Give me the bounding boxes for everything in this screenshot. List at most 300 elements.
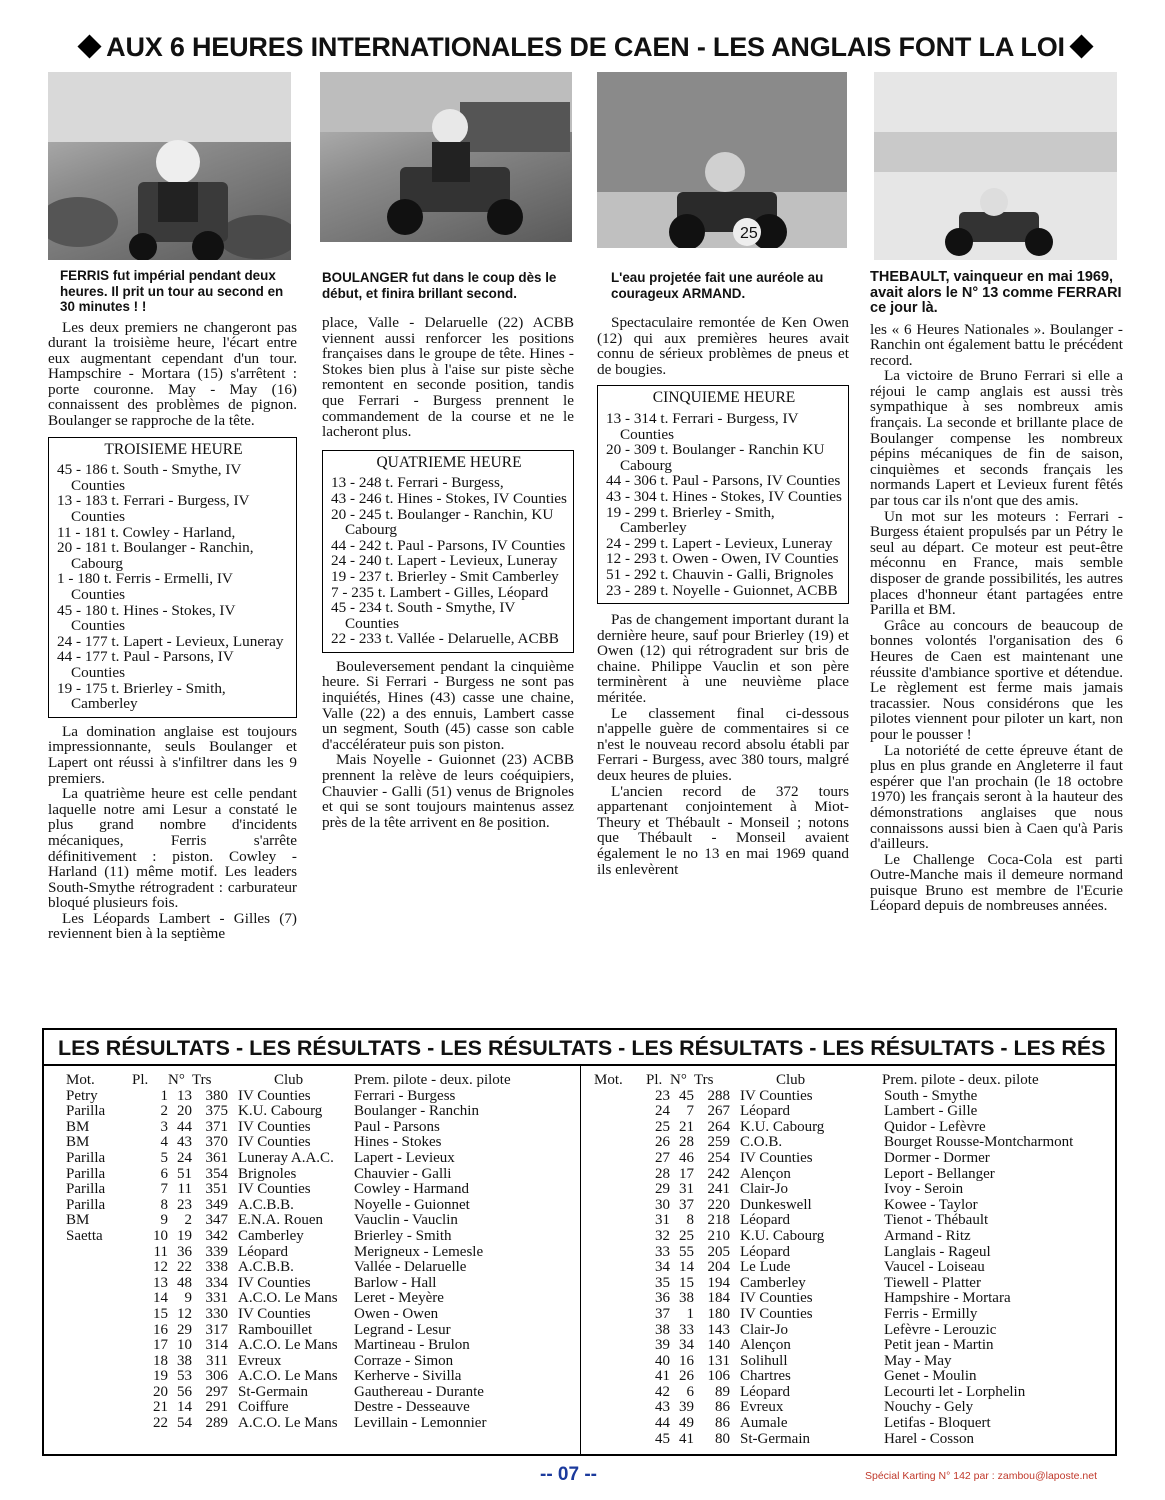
number-cell: 20 xyxy=(177,1103,192,1120)
club-cell: IV Counties xyxy=(238,1181,311,1198)
club-cell: Léopard xyxy=(238,1243,288,1260)
pilots-cell: Dormer - Dormer xyxy=(884,1149,990,1166)
place-cell: 33 xyxy=(655,1243,670,1260)
place-cell: 14 xyxy=(153,1290,168,1307)
laps-cell: 80 xyxy=(715,1430,730,1447)
laps-cell: 339 xyxy=(205,1243,228,1260)
pilots-cell: South - Smythe xyxy=(884,1087,978,1104)
motor-cell: Parilla xyxy=(66,1149,106,1166)
club-cell: Camberley xyxy=(740,1274,806,1291)
box-line: 13 - 183 t. Ferrari - Burgess, IV Counties xyxy=(57,492,250,526)
number-cell: 11 xyxy=(177,1181,192,1198)
laps-cell: 241 xyxy=(707,1181,730,1198)
pilots-cell: Tienot - Thébault xyxy=(884,1212,989,1229)
box-line: 24 - 177 t. Lapert - Levieux, Luneray xyxy=(57,632,284,650)
pilots-cell: Letifas - Bloquert xyxy=(884,1415,991,1432)
col-header-place: Pl. xyxy=(132,1072,149,1088)
laps-cell: 371 xyxy=(205,1118,228,1135)
results-row xyxy=(66,1260,574,1276)
laps-cell: 259 xyxy=(707,1134,730,1151)
motor-cell xyxy=(594,1135,646,1151)
diamond-right-icon xyxy=(1069,35,1093,59)
results-row xyxy=(66,1245,574,1261)
pilots-cell: Merigneux - Lemesle xyxy=(354,1243,484,1260)
laps-cell: 351 xyxy=(205,1181,228,1198)
place-cell: 44 xyxy=(655,1415,670,1432)
col4-para-4: Grâce au concours de beaucoup de bonnes volontés l'organisation des 6 Heures de Caen est maintenant une réussite d'ambiance sportive et détendue. Le règlement est ferme mais jamais tracassier. Nous considérons que les pilotes viennent pour piloter un kart, non pour le pousser ! xyxy=(870,616,1123,743)
club-cell: IV Counties xyxy=(238,1274,311,1291)
club-cell: Solihull xyxy=(740,1352,788,1369)
laps-cell: 349 xyxy=(205,1196,228,1213)
club-cell: E.N.A. Rouen xyxy=(238,1212,323,1229)
laps-cell: 288 xyxy=(707,1087,730,1104)
pilots-cell: Leport - Bellanger xyxy=(884,1165,995,1182)
club-cell: Léopard xyxy=(740,1103,790,1120)
number-cell: 12 xyxy=(177,1305,192,1322)
results-row xyxy=(594,1182,1109,1198)
results-row xyxy=(66,1089,574,1105)
club-cell: A.C.B.B. xyxy=(238,1259,294,1276)
club-cell: Le Lude xyxy=(740,1259,791,1276)
col2-para-1: place, Valle - Delaruelle (22) ACBB viennent aussi renforcer les positions françaises dans le groupe de tête. Hines - Stokes bien plus à l'aise sur piste sèche remontent en seconde position, tandis que Ferrari - Burgess prennent le commandement de la course et ne le lacheront plus. xyxy=(322,314,574,441)
laps-cell: 86 xyxy=(715,1399,730,1416)
club-cell: Alençon xyxy=(740,1337,791,1354)
laps-cell: 180 xyxy=(707,1305,730,1322)
club-cell: Clair-Jo xyxy=(740,1321,789,1338)
motor-cell xyxy=(594,1338,646,1354)
place-cell: 23 xyxy=(655,1087,670,1104)
place-cell: 38 xyxy=(655,1321,670,1338)
number-cell: 7 xyxy=(686,1103,694,1120)
laps-cell: 194 xyxy=(707,1274,730,1291)
club-cell: IV Counties xyxy=(238,1305,311,1322)
footer-credit: Spécial Karting N° 142 par : zambou@laposte.net xyxy=(865,1470,1097,1482)
laps-cell: 204 xyxy=(707,1259,730,1276)
pilots-cell: Kowee - Taylor xyxy=(884,1196,978,1213)
results-row xyxy=(594,1198,1109,1214)
place-cell: 35 xyxy=(655,1274,670,1291)
results-row xyxy=(594,1213,1109,1229)
club-cell: Léopard xyxy=(740,1243,790,1260)
place-cell: 19 xyxy=(153,1368,168,1385)
photo-thebault xyxy=(874,72,1117,260)
place-cell: 27 xyxy=(655,1149,670,1166)
club-cell: Camberley xyxy=(238,1227,304,1244)
motor-cell xyxy=(66,1354,132,1370)
box-line: 20 - 309 t. Boulanger - Ranchin KU Cabourg xyxy=(606,441,825,474)
laps-cell: 342 xyxy=(205,1227,228,1244)
number-cell: 38 xyxy=(679,1290,694,1307)
place-cell: 20 xyxy=(153,1383,168,1400)
number-cell: 51 xyxy=(177,1165,192,1182)
number-cell: 8 xyxy=(686,1212,694,1229)
caption-thebault: THEBAULT, vainqueur en mai 1969, avait alors le N° 13 comme FERRARI ce jour là. xyxy=(870,269,1122,316)
motor-cell xyxy=(66,1400,132,1416)
number-cell: 56 xyxy=(177,1383,192,1400)
number-cell: 13 xyxy=(177,1087,192,1104)
results-row xyxy=(66,1369,574,1385)
number-cell: 6 xyxy=(686,1383,694,1400)
pilots-cell: Harel - Cosson xyxy=(884,1430,974,1447)
col1-para-4: Les Léopards Lambert - Gilles (7) reviennent bien à la septième xyxy=(48,909,297,943)
pilots-cell: Armand - Ritz xyxy=(884,1227,971,1244)
laps-cell: 331 xyxy=(205,1290,228,1307)
motor-cell xyxy=(594,1229,646,1245)
col-header-pilots: Prem. pilote - deux. pilote xyxy=(882,1072,1039,1088)
place-cell: 8 xyxy=(160,1196,168,1213)
laps-cell: 291 xyxy=(205,1399,228,1416)
motor-cell xyxy=(66,1323,132,1339)
place-cell: 12 xyxy=(153,1259,168,1276)
laps-cell: 143 xyxy=(707,1321,730,1338)
col-header-motor: Mot. xyxy=(66,1072,95,1088)
club-cell: IV Counties xyxy=(740,1149,813,1166)
club-cell: Luneray A.A.C. xyxy=(238,1149,334,1166)
pilots-cell: Hines - Stokes xyxy=(354,1134,442,1151)
pilots-cell: Vaucel - Loiseau xyxy=(884,1259,985,1276)
motor-cell xyxy=(66,1385,132,1401)
results-row xyxy=(594,1369,1109,1385)
pilots-cell: Cowley - Harmand xyxy=(354,1181,469,1198)
laps-cell: 89 xyxy=(715,1383,730,1400)
headline-text: AUX 6 HEURES INTERNATIONALES DE CAEN - LES ANGLAIS FONT LA LOI xyxy=(106,32,1065,62)
results-row xyxy=(66,1354,574,1370)
col1-para-3: La quatrième heure est celle pendant laquelle notre ami Lesur a constaté le plus grand nombre d'incidents mécaniques, Ferris s'arrête définitivement : piston. Cowley - Harland (11) même motif. Les leaders South-Smythe rétrogradent : carburateur bloqué plusieurs fois. xyxy=(48,785,297,912)
col-header-pilots: Prem. pilote - deux. pilote xyxy=(354,1072,511,1088)
box-line: 44 - 306 t. Paul - Parsons, IV Counties xyxy=(606,472,841,490)
results-row xyxy=(594,1167,1109,1183)
number-cell: 23 xyxy=(177,1196,192,1213)
club-cell: A.C.O. Le Mans xyxy=(238,1290,338,1307)
place-cell: 2 xyxy=(160,1103,168,1120)
number-cell: 16 xyxy=(679,1352,694,1369)
place-cell: 37 xyxy=(655,1305,670,1322)
laps-cell: 289 xyxy=(205,1415,228,1432)
pilots-cell: Corraze - Simon xyxy=(354,1352,454,1369)
club-cell: Clair-Jo xyxy=(740,1181,789,1198)
place-cell: 1 xyxy=(160,1087,168,1104)
place-cell: 10 xyxy=(153,1227,168,1244)
pilots-cell: Ferrari - Burgess xyxy=(354,1087,456,1104)
laps-cell: 380 xyxy=(205,1087,228,1104)
laps-cell: 375 xyxy=(205,1103,228,1120)
place-cell: 7 xyxy=(160,1181,168,1198)
results-row xyxy=(594,1276,1109,1292)
pilots-cell: Noyelle - Guionnet xyxy=(354,1196,470,1213)
results-row xyxy=(66,1291,574,1307)
motor-cell xyxy=(66,1369,132,1385)
photo-armand xyxy=(597,72,847,248)
pilots-cell: Vauclin - Vauclin xyxy=(354,1212,458,1229)
number-cell: 53 xyxy=(177,1368,192,1385)
pilots-cell: Lapert - Levieux xyxy=(354,1149,455,1166)
col3-para-4: L'ancien record de 372 tours appartenant conjointement à Miot-Theury et Thébault - Monseil ; notons que Thébault - Monseil avaient également le no 13 en mai 1969 quand ils enlevèrent xyxy=(597,782,849,878)
results-divider xyxy=(580,1064,581,1456)
results-header-row xyxy=(594,1073,1109,1089)
col-header-laps: Trs xyxy=(192,1072,212,1088)
laps-cell: 205 xyxy=(707,1243,730,1260)
results-row xyxy=(66,1198,574,1214)
club-cell: IV Counties xyxy=(740,1305,813,1322)
results-row xyxy=(594,1323,1109,1339)
laps-cell: 242 xyxy=(707,1165,730,1182)
place-cell: 15 xyxy=(153,1305,168,1322)
results-row xyxy=(594,1104,1109,1120)
box-line: 1 - 180 t. Ferris - Ermelli, IV Counties xyxy=(57,570,233,603)
box-line: 43 - 246 t. Hines - Stokes, IV Counties xyxy=(331,489,567,507)
motor-cell xyxy=(594,1245,646,1261)
club-cell: St-Germain xyxy=(238,1383,308,1400)
pilots-cell: Chauvier - Galli xyxy=(354,1165,452,1182)
col3-para-2: Pas de changement important durant la dernière heure, sauf pour Brierley (19) et Owen (12) qui rétrogradent sur bris de chaine. Philippe Vauclin et son père terminèrent à une neuvième place méritée. xyxy=(597,611,849,707)
box-line: 13 - 314 t. Ferrari - Burgess, IV Counties xyxy=(606,409,799,443)
results-row xyxy=(594,1120,1109,1136)
photo-ferris xyxy=(48,72,291,260)
laps-cell: 330 xyxy=(205,1305,228,1322)
number-cell: 36 xyxy=(177,1243,192,1260)
place-cell: 34 xyxy=(655,1259,670,1276)
pilots-cell: Nouchy - Gely xyxy=(884,1399,974,1416)
col-header-club: Club xyxy=(776,1072,806,1088)
place-cell: 43 xyxy=(655,1399,670,1416)
pilots-cell: Paul - Parsons xyxy=(354,1118,440,1135)
laps-cell: 140 xyxy=(707,1337,730,1354)
box-line: 13 - 248 t. Ferrari - Burgess, xyxy=(331,474,504,492)
pilots-cell: Gauthereau - Durante xyxy=(354,1383,484,1400)
pilots-cell: Destre - Desseauve xyxy=(354,1399,470,1416)
number-cell: 21 xyxy=(679,1118,694,1135)
motor-cell xyxy=(66,1416,132,1432)
pilots-cell: Langlais - Rageul xyxy=(884,1243,991,1260)
results-row xyxy=(594,1291,1109,1307)
club-cell: IV Counties xyxy=(740,1290,813,1307)
motor-cell xyxy=(594,1307,646,1323)
motor-cell: Parilla xyxy=(66,1165,106,1182)
results-row xyxy=(66,1151,574,1167)
box-line: 19 - 175 t. Brierley - Smith, Camberley xyxy=(57,679,226,713)
number-cell: 44 xyxy=(177,1118,192,1135)
motor-cell xyxy=(66,1291,132,1307)
club-cell: K.U. Cabourg xyxy=(740,1227,825,1244)
pilots-cell: Hampshire - Mortara xyxy=(884,1290,1011,1307)
pilots-cell: Owen - Owen xyxy=(354,1305,439,1322)
box-line: 44 - 242 t. Paul - Parsons, IV Counties xyxy=(331,536,566,554)
motor-cell xyxy=(594,1323,646,1339)
box-fourth-hour xyxy=(322,450,574,653)
pilots-cell: Lambert - Gille xyxy=(884,1103,978,1120)
club-cell: A.C.B.B. xyxy=(238,1196,294,1213)
col4-para-2: La victoire de Bruno Ferrari si elle a réjoui le camp anglais est aussi très sympathique à ses nombreux amis français. La seconde et brillante place de Boulanger compense les nombreux pépins mécaniques de fin de saison, cinquièmes et seconds français les normands Lapert et Levieux furent fêtés par tous car ils n'ont que des amis. xyxy=(870,367,1123,510)
laps-cell: 267 xyxy=(707,1103,730,1120)
motor-cell xyxy=(594,1369,646,1385)
motor-cell: BM xyxy=(66,1212,90,1229)
club-cell: Evreux xyxy=(740,1399,784,1416)
motor-cell xyxy=(594,1416,646,1432)
pilots-cell: Boulanger - Ranchin xyxy=(354,1103,479,1120)
col1-para-1: Les deux premiers ne changeront pas durant la troisième heure, l'écart entre eux augmentant cependant d'un tour. Hampschire - Mortara (15) s'arrêtent : porte couronne. May - May (16) connaissent des problèmes de pignon. Boulanger se rapproche de la tête. xyxy=(48,318,297,430)
box-line: 43 - 304 t. Hines - Stokes, IV Counties xyxy=(606,487,842,505)
club-cell: A.C.O. Le Mans xyxy=(238,1337,338,1354)
results-table-right xyxy=(594,1073,1109,1447)
results-row xyxy=(594,1385,1109,1401)
pilots-cell: Lecourti let - Lorphelin xyxy=(884,1383,1026,1400)
col-header-club: Club xyxy=(274,1072,304,1088)
place-cell: 3 xyxy=(160,1118,168,1135)
place-cell: 32 xyxy=(655,1227,670,1244)
laps-cell: 306 xyxy=(205,1368,228,1385)
number-cell: 15 xyxy=(679,1274,694,1291)
place-cell: 17 xyxy=(153,1337,168,1354)
number-cell: 28 xyxy=(679,1134,694,1151)
laps-cell: 131 xyxy=(707,1352,730,1369)
results-row xyxy=(594,1416,1109,1432)
number-cell: 14 xyxy=(177,1399,192,1416)
motor-cell xyxy=(594,1198,646,1214)
motor-cell xyxy=(66,1338,132,1354)
col3-para-3: Le classement final ci-dessous n'appelle guère de commentaires si ce n'est le nouveau record absolu établi par Ferrari - Burgess, avec 380 tours, malgré deux heures de pluies. xyxy=(597,704,849,785)
box-line: 7 - 235 t. Lambert - Gilles, Léopard xyxy=(331,583,549,601)
place-cell: 42 xyxy=(655,1383,670,1400)
pilots-cell: Petit jean - Martin xyxy=(884,1337,994,1354)
results-row xyxy=(66,1276,574,1292)
motor-cell xyxy=(594,1385,646,1401)
col4-para-1: les « 6 Heures Nationales ». Boulanger - Ranchin ont également battu le précédent record. xyxy=(870,320,1123,369)
number-cell: 54 xyxy=(177,1415,192,1432)
pilots-cell: Kerherve - Sivilla xyxy=(354,1368,462,1385)
number-cell: 26 xyxy=(679,1368,694,1385)
caption-boulanger: BOULANGER fut dans le coup dès le début, et finira brillant second. xyxy=(322,270,557,301)
number-cell: 45 xyxy=(679,1087,694,1104)
col3-para-1: Spectaculaire remontée de Ken Owen (12) qui aux premières heures avait connu de sérieux problèmes de pneus et de bougies. xyxy=(597,314,849,378)
pilots-cell: Genet - Moulin xyxy=(884,1368,977,1385)
number-cell: 9 xyxy=(184,1290,192,1307)
kart-number: 25 xyxy=(740,225,758,242)
motor-cell xyxy=(594,1276,646,1292)
number-cell: 55 xyxy=(679,1243,694,1260)
number-cell: 34 xyxy=(679,1337,694,1354)
place-cell: 31 xyxy=(655,1212,670,1229)
club-cell: IV Counties xyxy=(238,1134,311,1151)
laps-cell: 220 xyxy=(707,1196,730,1213)
caption-armand: L'eau projetée fait une auréole au courageux ARMAND. xyxy=(611,270,824,301)
place-cell: 4 xyxy=(160,1134,168,1151)
box-line: 24 - 240 t. Lapert - Levieux, Luneray xyxy=(331,552,558,570)
box-line: 24 - 299 t. Lapert - Levieux, Luneray xyxy=(606,534,833,552)
number-cell: 41 xyxy=(679,1430,694,1447)
laps-cell: 347 xyxy=(205,1212,228,1229)
pilots-cell: Martineau - Brulon xyxy=(354,1337,470,1354)
number-cell: 33 xyxy=(679,1321,694,1338)
col1-para-2: La domination anglaise est toujours impressionnante, seuls Boulanger et Lapert ont réussi à s'infiltrer dans les 9 premiers. xyxy=(48,722,297,787)
box-line: 45 - 234 t. South - Smythe, IV Counties xyxy=(331,599,516,632)
col2-para-2: Bouleversement pendant la cinquième heure. Si Ferrari - Burgess ne sont pas inquiétés, Hines (43) casse une chaine, Valle (22) a des ennuis, Lambert casse un segment, South (45) casse son cable d'accélérateur puis son piston. xyxy=(322,657,574,753)
place-cell: 9 xyxy=(160,1212,168,1229)
laps-cell: 254 xyxy=(707,1149,730,1166)
place-cell: 18 xyxy=(153,1352,168,1369)
box-line: 20 - 181 t. Boulanger - Ranchin, Cabourg xyxy=(57,539,254,572)
col-header-number: N° xyxy=(670,1072,687,1088)
place-cell: 45 xyxy=(655,1430,670,1447)
results-row xyxy=(594,1151,1109,1167)
box-line: 45 - 180 t. Hines - Stokes, IV Counties xyxy=(57,601,236,635)
results-row xyxy=(594,1245,1109,1261)
motor-cell xyxy=(66,1260,132,1276)
laps-cell: 314 xyxy=(205,1337,228,1354)
results-row xyxy=(66,1135,574,1151)
col-header-motor: Mot. xyxy=(594,1072,623,1088)
pilots-cell: Ferris - Ermilly xyxy=(884,1305,978,1322)
place-cell: 41 xyxy=(655,1368,670,1385)
photo-boulanger xyxy=(320,72,572,242)
place-cell: 30 xyxy=(655,1196,670,1213)
laps-cell: 264 xyxy=(707,1118,730,1135)
laps-cell: 370 xyxy=(205,1134,228,1151)
col4-para-3: Un mot sur les moteurs : Ferrari - Burgess étaient propulsés par un Pétry le seul au départ. Ce moteur est peut-être méconnu en France, mais semble disposer de grande possibilités, les autres places d'honneur étant partagées entre Parilla et BM. xyxy=(870,507,1123,619)
number-cell: 31 xyxy=(679,1181,694,1198)
number-cell: 22 xyxy=(177,1259,192,1276)
col-header-place: Pl. xyxy=(646,1072,663,1088)
motor-cell xyxy=(66,1307,132,1323)
number-cell: 48 xyxy=(177,1274,192,1291)
place-cell: 16 xyxy=(153,1321,168,1338)
motor-cell xyxy=(594,1167,646,1183)
number-cell: 19 xyxy=(177,1227,192,1244)
box-line: 45 - 186 t. South - Smythe, IV Counties xyxy=(57,461,242,494)
results-row xyxy=(66,1385,574,1401)
laps-cell: 184 xyxy=(707,1290,730,1307)
number-cell: 29 xyxy=(177,1321,192,1338)
place-cell: 13 xyxy=(153,1274,168,1291)
number-cell: 38 xyxy=(177,1352,192,1369)
place-cell: 40 xyxy=(655,1352,670,1369)
results-row xyxy=(66,1120,574,1136)
results-row xyxy=(66,1307,574,1323)
results-row xyxy=(66,1400,574,1416)
club-cell: Chartres xyxy=(740,1368,791,1385)
number-cell: 17 xyxy=(679,1165,694,1182)
motor-cell xyxy=(66,1245,132,1261)
column-3 xyxy=(597,270,849,877)
place-cell: 11 xyxy=(153,1243,168,1260)
box-line: 12 - 293 t. Owen - Owen, IV Counties xyxy=(606,550,839,568)
club-cell: Léopard xyxy=(740,1383,790,1400)
motor-cell xyxy=(594,1432,646,1448)
results-row xyxy=(594,1229,1109,1245)
number-cell: 2 xyxy=(184,1212,192,1229)
number-cell: 39 xyxy=(679,1399,694,1416)
pilots-cell: Ivoy - Seroin xyxy=(884,1181,964,1198)
club-cell: IV Counties xyxy=(238,1087,311,1104)
pilots-cell: Lefèvre - Lerouzic xyxy=(884,1321,997,1338)
laps-cell: 361 xyxy=(205,1149,228,1166)
col2-para-3: Mais Noyelle - Guionnet (23) ACBB prennent la relève de leurs coéquipiers, Chauvier - Galli (51) venus de Brignoles et qui se sont toujours maintenus assez près de la tête arrivent en 8e position. xyxy=(322,751,574,831)
pilots-cell: Vallée - Delaruelle xyxy=(354,1259,467,1276)
results-row xyxy=(594,1400,1109,1416)
results-row xyxy=(66,1213,574,1229)
pilots-cell: Barlow - Hall xyxy=(354,1274,437,1291)
number-cell: 43 xyxy=(177,1134,192,1151)
number-cell: 14 xyxy=(679,1259,694,1276)
motor-cell xyxy=(594,1291,646,1307)
box-third-hour xyxy=(48,437,297,718)
results-row xyxy=(594,1260,1109,1276)
number-cell: 25 xyxy=(679,1227,694,1244)
laps-cell: 354 xyxy=(205,1165,228,1182)
club-cell: A.C.O. Le Mans xyxy=(238,1415,338,1432)
pilots-cell: Quidor - Lefèvre xyxy=(884,1118,986,1135)
club-cell: St-Germain xyxy=(740,1430,810,1447)
col4-para-5: La notoriété de cette épreuve étant de plus en plus grande en Angleterre il faut espérer que l'an prochain (le 18 octobre 1970) les français seront à la hauteur des démonstrations anglaises que nous connaissons aussi bien à Caen qu'à Paris d'ailleurs. xyxy=(870,741,1123,853)
